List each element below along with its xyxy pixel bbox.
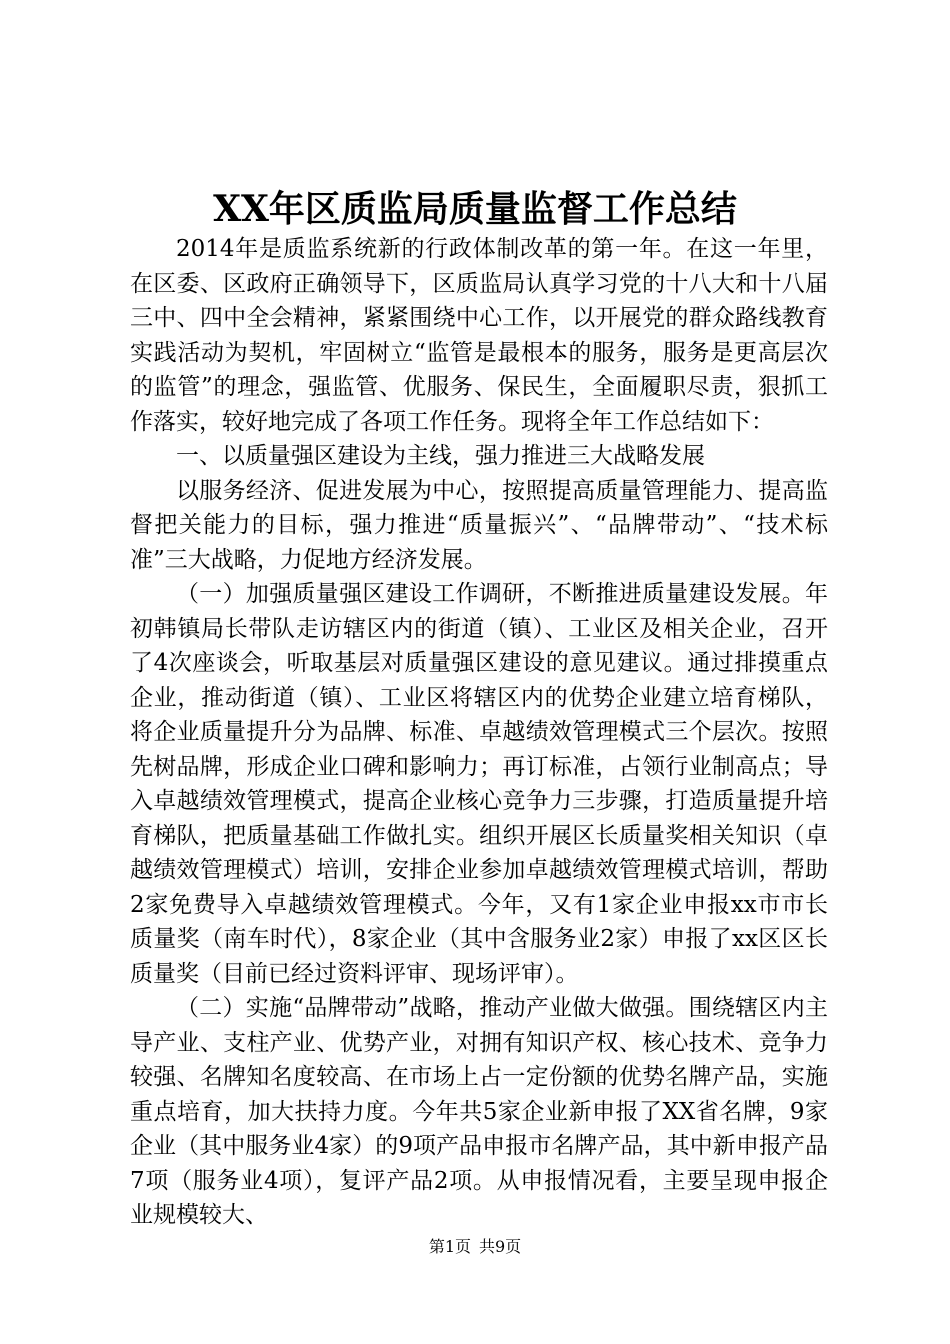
paragraph-section-1-intro: 以服务经济、促进发展为中心，按照提高质量管理能力、提高监督把关能力的目标，强力推进“质量振兴”、“品牌带动”、“技术标准”三大战略，力促地方经济发展。 [130,477,828,573]
page-number: 第1页 [428,1237,471,1256]
page-total: 共9页 [479,1237,522,1256]
paragraph-item-1: （一）加强质量强区建设工作调研，不断推进质量建设发展。年初韩镇局长带队走访辖区内的街道（镇）、工业区及相关企业，召开了4次座谈会，听取基层对质量强区建设的意见建议。通过排摸重点企业，推动街道（镇）、工业区将辖区内的优势企业建立培育梯队，将企业质量提升分为品牌、标准、卓越绩效管理模式三个层次。按照先树品牌，形成企业口碑和影响力；再订标准，占领行业制高点；导入卓越绩效管理模式，提高企业核心竞争力三步骤，打造质量提升培育梯队，把质量基础工作做扎实。组织开展区长质量奖相关知识（卓越绩效管理模式）培训，安排企业参加卓越绩效管理模式培训，帮助2家免费导入卓越绩效管理模式。今年，又有1家企业申报xx市市长质量奖（南车时代），8家企业（其中含服务业2家）申报了xx区区长质量奖（目前已经过资料评审、现场评审）。 [130,581,828,987]
paragraph-intro: 2014年是质监系统新的行政体制改革的第一年。在这一年里，在区委、区政府正确领导下，区质监局认真学习党的十八大和十八届三中、四中全会精神，紧紧围绕中心工作，以开展党的群众路线教育实践活动为契机，牢固树立“监管是最根本的服务，服务是更高层次的监管”的理念，强监管、优服务、保民生，全面履职尽责，狠抓工作落实，较好地完成了各项工作任务。现将全年工作总结如下： [130,236,828,435]
page-footer [0,1236,950,1258]
document-title: XX年区质监局质量监督工作总结 [213,188,737,230]
document-body [130,232,828,1233]
section-heading-1: 一、以质量强区建设为主线，强力推进三大战略发展 [176,443,705,469]
paragraph-item-2: （二）实施“品牌带动”战略，推动产业做大做强。围绕辖区内主导产业、支柱产业、优势产业，对拥有知识产权、核心技术、竞争力较强、名牌知名度较高、在市场上占一定份额的优势名牌产品，实施重点培育，加大扶持力度。今年共5家企业新申报了XX省名牌，9家企业（其中服务业4家）的9项产品申报市名牌产品，其中新申报产品7项（服务业4项），复评产品2项。从申报情况看，主要呈现申报企业规模较大、 [130,995,828,1228]
